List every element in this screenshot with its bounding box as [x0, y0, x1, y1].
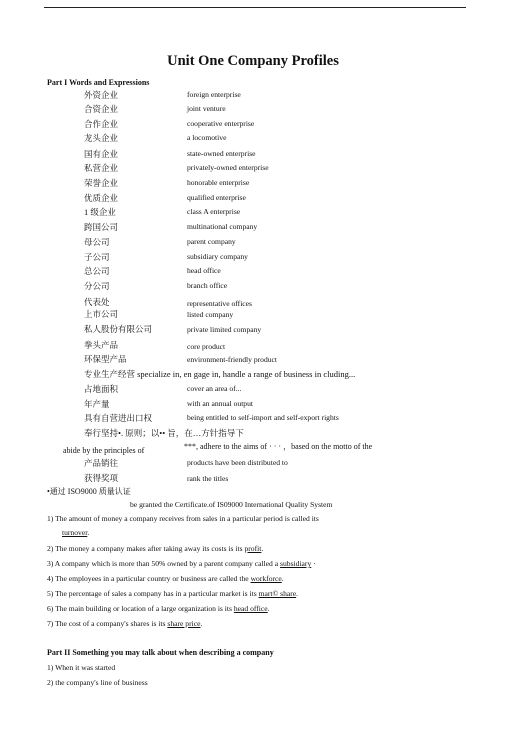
sentence-5: [47, 589, 298, 598]
term-en: honorable enterprise: [187, 178, 250, 187]
term-zh: 上市公司: [84, 309, 119, 319]
sentence-end: .: [267, 604, 270, 613]
part2-item: 2) the company's line of business: [47, 678, 148, 687]
sentence-text: 2) The money a company makes after taking away its costs is its: [47, 544, 245, 553]
term-en: parent company: [187, 237, 236, 246]
sentence-end: .: [200, 619, 203, 628]
term-en: multinational company: [187, 222, 258, 231]
part2-heading: Part II Something you may talk about when describing a company: [47, 648, 274, 657]
answer-term: workforce: [250, 574, 282, 583]
term-en: with an annual output: [187, 399, 254, 408]
term-en: private limited company: [187, 325, 262, 334]
term-en: being entitled to self-import and self-export rights: [187, 413, 339, 422]
sentence-text: 5) The percentage of sales a company has in a particular market is its: [47, 589, 259, 598]
term-en: class A enterprise: [187, 207, 241, 216]
term-en: state-owned enterprise: [187, 149, 256, 158]
term-zh: 占地面积: [84, 384, 119, 394]
term-zh: 私人股份有限公司: [84, 324, 153, 334]
part1-heading: Part I Words and Expressions: [47, 78, 150, 87]
principle-zh: 奉行坚持•. 原则；以•• 旨，在…方针指导下: [84, 428, 244, 438]
term-zh: 子公司: [84, 252, 110, 262]
sales-en: products have been distributed to: [187, 458, 288, 467]
sentence-text: 3) A company which is more than 50% owned by a parent company called a: [47, 559, 281, 568]
term-en: subsidiary company: [187, 252, 248, 261]
term-zh: 龙头企业: [84, 133, 119, 143]
sentence-text: 1) The amount of money a company receives from sales in a particular period is called its: [47, 514, 319, 523]
term-zh: 总公司: [84, 266, 110, 276]
sentence-1-cont: [62, 528, 89, 537]
iso-en: be granted the Certificate.of IS09000 International Quality System: [130, 500, 333, 509]
term-en: core product: [187, 342, 226, 351]
sentence-end: .: [296, 589, 299, 598]
sentence-6: [47, 604, 270, 613]
term-zh: 年产量: [84, 399, 110, 409]
business-line: 专业生产经营 specialize in, en gage in, handle a range of business in cluding...: [84, 369, 356, 379]
answer-term: mart© share: [258, 589, 297, 598]
sentence-text: 4) The employees in a particular country or business are called the: [47, 574, 251, 583]
part2-item: 1) When it was started: [47, 663, 116, 672]
term-zh: 分公司: [84, 281, 110, 291]
term-zh: 母公司: [84, 237, 110, 247]
award-en: rank the titles: [187, 474, 229, 483]
term-en: qualified enterprise: [187, 193, 246, 202]
term-zh: 跨国公司: [84, 222, 119, 232]
sales-zh: 产品销往: [84, 458, 119, 468]
term-zh: 外资企业: [84, 90, 119, 100]
answer-term: share price: [167, 619, 201, 628]
award-zh: 获得奖项: [84, 473, 119, 483]
sentence-text: 6) The main building or location of a large organization is its: [47, 604, 234, 613]
term-en: listed company: [187, 310, 234, 319]
answer-term: profit: [244, 544, 262, 553]
page-title: Unit One Company Profiles: [167, 53, 339, 69]
term-zh: 合资企业: [84, 104, 119, 114]
term-en: head office: [187, 266, 221, 275]
term-en: environment-friendly product: [187, 355, 278, 364]
term-zh: 拳头产品: [84, 340, 119, 350]
iso-zh: •通过 ISO9000 质量认证: [47, 487, 131, 496]
term-zh: 具有自营进出口权: [84, 413, 153, 423]
term-en: cover an area of...: [187, 384, 242, 393]
term-zh: 荣誉企业: [84, 178, 119, 188]
sentence-1: [47, 514, 319, 523]
term-en: privately-owned enterprise: [187, 163, 269, 172]
term-en: cooperative enterprise: [187, 119, 255, 128]
sentence-end: ·: [311, 559, 316, 568]
term-zh: 合作企业: [84, 119, 119, 129]
term-zh: 私营企业: [84, 163, 119, 173]
sentence-end: .: [261, 544, 264, 553]
sentence-text: 7) The cost of a company's shares is its: [47, 619, 168, 628]
sentence-2: [47, 544, 263, 553]
sentence-7: [47, 619, 202, 628]
term-zh: 优质企业: [84, 193, 119, 203]
term-en: joint venture: [187, 104, 226, 113]
term-zh: 代表处: [84, 297, 110, 307]
abide-text: abide by the principles of: [63, 446, 145, 455]
adhere-text: ***, adhere to the aims of · · · ，based on the motto of the: [184, 442, 373, 451]
term-zh: 国有企业: [84, 149, 119, 159]
term-zh: 1 级企业: [84, 207, 116, 217]
term-zh: 环保型产品: [84, 354, 127, 364]
sentence-end: .: [281, 574, 284, 583]
answer-term: subsidiary: [280, 559, 312, 568]
sentence-3: [47, 559, 316, 568]
answer-term: head office: [233, 604, 268, 613]
term-en: a locomotive: [187, 133, 227, 142]
term-en: foreign enterprise: [187, 90, 241, 99]
sentence-end: .: [87, 528, 90, 537]
term-en: branch office: [187, 281, 228, 290]
answer-term: turnover: [62, 528, 88, 537]
term-en: representative offices: [187, 299, 253, 308]
sentence-4: [47, 574, 284, 583]
header-rule: [44, 7, 466, 8]
